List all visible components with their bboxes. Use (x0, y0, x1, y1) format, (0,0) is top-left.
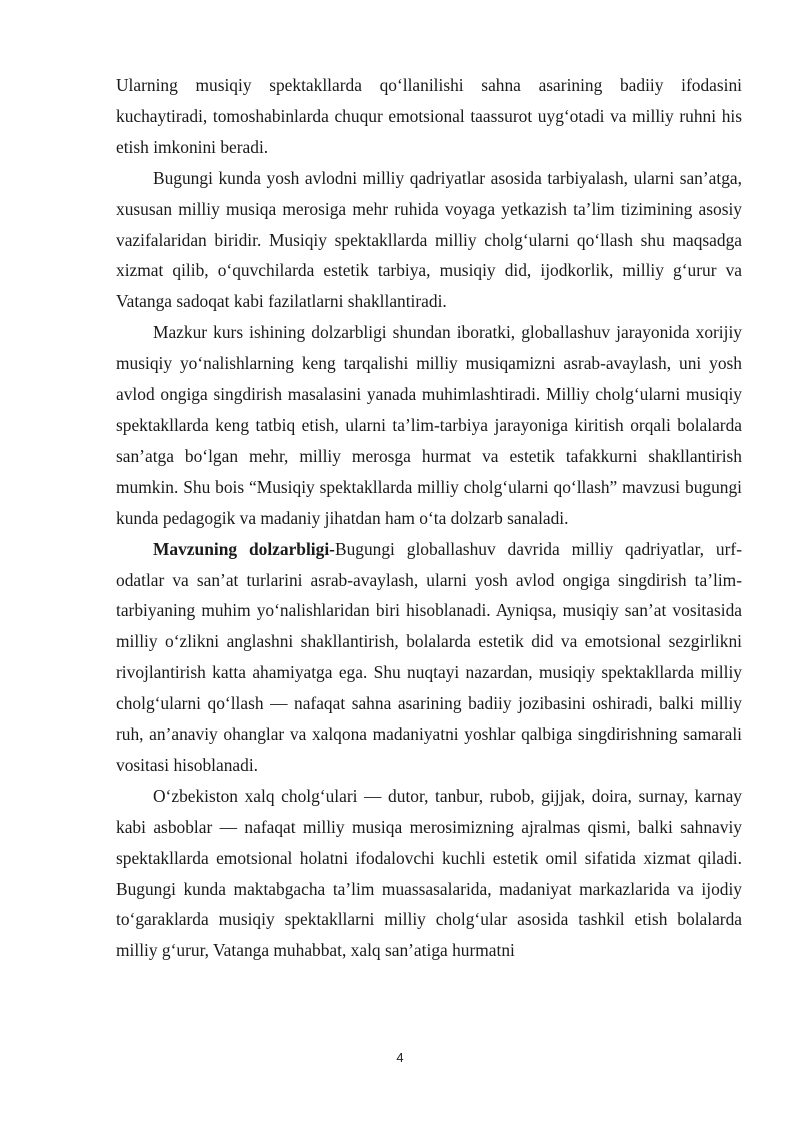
document-body (116, 70, 742, 966)
paragraph-1 (116, 70, 742, 163)
page-number: 4 (396, 1050, 404, 1065)
paragraph-text: Bugungi globallashuv davrida milliy qadriyatlar, urf-odatlar va san’at turlarini asrab-avaylash, ularni yosh avlod ongiga singdirish ta’lim-tarbiyaning muhim yo‘nalishlaridan biri hisoblanadi. Ayniqsa, musiqiy san’at vositasida milliy o‘zlikni anglashni shakllantirish, bolalarda estetik did va emotsional sezgirlikni rivojlantirish katta ahamiyatga ega. Shu nuqtayi nazardan, musiqiy spektakllarda milliy cholg‘ularni qo‘llash — nafaqat sahna asarining badiiy jozibasini oshiradi, balki milliy ruh, an’anaviy ohanglar va xalqona madaniyatni yoshlar qalbiga singdirishning samarali vositasi hisoblanadi. (116, 538, 742, 775)
paragraph-4 (116, 534, 742, 781)
paragraph-text: Bugungi kunda yosh avlodni milliy qadriyatlar asosida tarbiyalash, ularni san’atga, xususan milliy musiqa merosiga mehr ruhida voyaga yetkazish ta’lim tizimining asosiy vazifalaridan biridir. Musiqiy spektakllarda milliy cholg‘ularni qo‘llash shu maqsadga xizmat qilib, o‘quvchilarda estetik tarbiya, musiqiy did, ijodkorlik, milliy g‘urur va Vatanga sadoqat kabi fazilatlarni shakllantiradi. (116, 167, 742, 312)
paragraph-text: O‘zbekiston xalq cholg‘ulari — dutor, tanbur, rubob, gijjak, doira, surnay, karnay kabi asboblar — nafaqat milliy musiqa merosimizning ajralmas qismi, balki sahnaviy spektakllarda emotsional holatni ifodalovchi kuchli estetik omil sifatida xizmat qiladi. Bugungi kunda maktabgacha ta’lim muassasalarida, madaniyat markazlarida va ijodiy to‘garaklarda musiqiy spektakllarni milliy cholg‘ular asosida tashkil etish bolalarda milliy g‘urur, Vatanga muhabbat, xalq san’atiga hurmatni (116, 785, 742, 961)
paragraph-3 (116, 317, 742, 533)
paragraph-text: Ularning musiqiy spektakllarda qo‘llanilishi sahna asarining badiiy ifodasini kuchaytiradi, tomoshabinlarda chuqur emotsional taassurot uyg‘otadi va milliy ruhni his etish imkonini beradi. (116, 75, 742, 157)
paragraph-heading-lead: Mavzuning dolzarbligi- (153, 538, 335, 559)
paragraph-5 (116, 781, 742, 966)
paragraph-text: Mazkur kurs ishining dolzarbligi shundan iboratki, globallashuv jarayonida xorijiy musiqiy yo‘nalishlarning keng tarqalishi milliy musiqamizni asrab-avaylash, uni yosh avlod ongiga singdirish masalasini yanada muhimlashtiradi. Milliy cholg‘ularni musiqiy spektakllarda keng tatbiq etish, ularni ta’lim-tarbiya jarayoniga kiritish orqali bolalarda san’atga bo‘lgan mehr, milliy merosga hurmat va estetik tafakkurni shakllantirish mumkin. Shu bois “Musiqiy spektakllarda milliy cholg‘ularni qo‘llash” mavzusi bugungi kunda pedagogik va madaniy jihatdan ham o‘ta dolzarb sanaladi. (116, 322, 742, 528)
paragraph-2 (116, 163, 742, 318)
